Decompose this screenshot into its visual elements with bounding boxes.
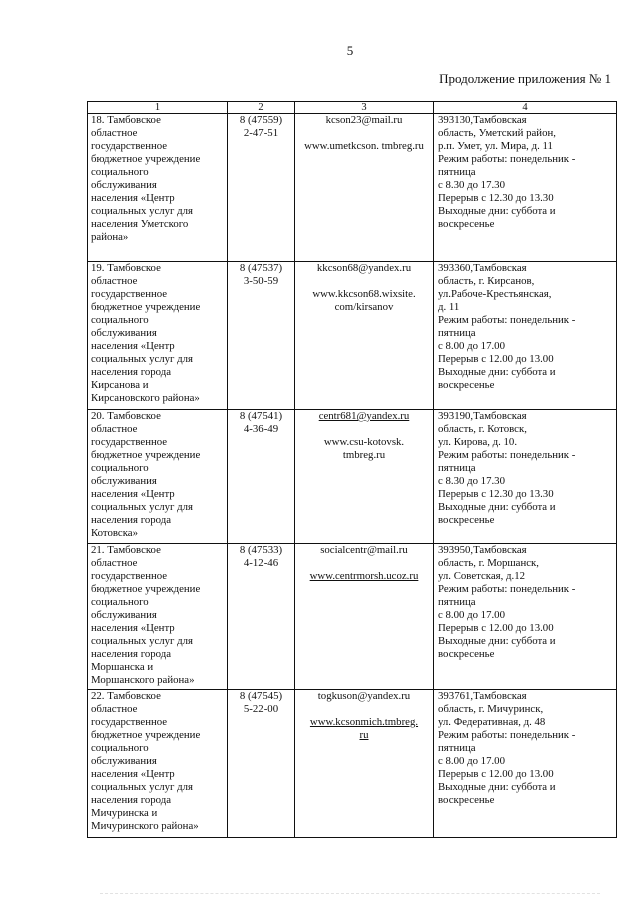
institution-name-line: бюджетное учреждение (91, 729, 201, 741)
contacts-cell (295, 114, 434, 262)
institution-name-line: населения «Центр (91, 622, 175, 634)
website-link[interactable] (296, 140, 432, 153)
institution-name-line: социального (91, 596, 149, 608)
address-schedule-cell (434, 410, 617, 544)
website-link[interactable] (296, 716, 432, 742)
address-line: ул. Кирова, д. 10. (438, 436, 518, 448)
institution-name-cell (88, 544, 228, 690)
email-link[interactable]: togkuson@yandex.ru (317, 690, 411, 702)
table-row (88, 690, 617, 838)
address-line: 393360,Тамбовская (438, 262, 527, 274)
address-line: Режим работы: понедельник - (438, 729, 576, 741)
institution-name-line: 20. Тамбовское (91, 410, 161, 422)
address-line: область, г. Кирсанов, (438, 275, 535, 287)
address-line: Выходные дни: суббота и (438, 635, 556, 647)
table-row (88, 544, 617, 690)
address-line: Режим работы: понедельник - (438, 449, 576, 461)
institution-name-line: Котовска» (91, 527, 138, 539)
phone-cell (228, 114, 295, 262)
institution-name-cell (88, 262, 228, 410)
address-line: Выходные дни: суббота и (438, 501, 556, 513)
institution-name-line: социальных услуг для (91, 781, 194, 793)
phone-cell (228, 544, 295, 690)
page-number: 5 (346, 43, 354, 58)
address-line: 393130,Тамбовская (438, 114, 527, 126)
institution-name-line: социального (91, 462, 149, 474)
institution-name-line: бюджетное учреждение (91, 153, 201, 165)
website-line: www.kcsonmich.tmbreg. (309, 716, 419, 728)
scan-edge-marks (100, 893, 600, 898)
address-line: область, Уметский район, (438, 127, 556, 139)
institution-name-line: Кирсанова и (91, 379, 149, 391)
institution-name-line: Моршанска и (91, 661, 154, 673)
institution-name-line: бюджетное учреждение (91, 301, 201, 313)
address-line: Перерыв с 12.00 до 13.00 (438, 622, 554, 634)
email-link[interactable]: kkcson68@yandex.ru (316, 262, 412, 274)
address-line: Перерыв с 12.00 до 13.00 (438, 353, 554, 365)
contacts-cell (295, 544, 434, 690)
address-line: с 8.00 до 17.00 (438, 340, 505, 352)
website-line: www.centrmorsh.ucoz.ru (309, 570, 419, 582)
institution-name-line: населения города (91, 366, 172, 378)
table-header-row (88, 102, 617, 114)
website-line: www.umetkcson. tmbreg.ru (304, 140, 424, 152)
institution-name-line: обслуживания (91, 179, 157, 191)
institution-name-cell (88, 690, 228, 838)
phone-line: 3-50-59 (243, 275, 279, 287)
institution-name-cell (88, 114, 228, 262)
address-line: воскресенье (438, 794, 495, 806)
institution-name-line: обслуживания (91, 609, 157, 621)
contacts-cell (295, 262, 434, 410)
address-line: область, г. Котовск, (438, 423, 527, 435)
institution-name-line: социальных услуг для (91, 353, 194, 365)
institution-name-line: населения Уметского (91, 218, 189, 230)
column-header-4: 4 (434, 102, 617, 114)
institution-name-line: 22. Тамбовское (91, 690, 161, 702)
website-link[interactable] (296, 288, 432, 314)
phone-cell (228, 262, 295, 410)
phone-line: 8 (47559) (239, 114, 283, 126)
institution-name-line: государственное (91, 570, 168, 582)
institution-name-line: областное (91, 423, 138, 435)
address-schedule-cell (434, 690, 617, 838)
institution-name-line: 18. Тамбовское (91, 114, 161, 126)
institution-name-line: областное (91, 703, 138, 715)
institution-name-line: социальных услуг для (91, 205, 194, 217)
address-line: Перерыв с 12.30 до 13.30 (438, 192, 554, 204)
phone-cell (228, 410, 295, 544)
institution-name-line: района» (91, 231, 129, 243)
institution-name-line: населения «Центр (91, 340, 175, 352)
institution-name-line: социальных услуг для (91, 635, 194, 647)
address-line: ул.Рабоче-Крестьянская, (438, 288, 552, 300)
website-line: www.kkcson68.wixsite. (312, 288, 416, 300)
address-line: ул. Советская, д.12 (438, 570, 526, 582)
address-line: Режим работы: понедельник - (438, 314, 576, 326)
address-line: область, г. Моршанск, (438, 557, 539, 569)
table-row (88, 410, 617, 544)
contacts-cell (295, 410, 434, 544)
institution-name-line: Моршанского района» (91, 674, 195, 686)
address-line: пятница (438, 462, 476, 474)
institution-name-line: областное (91, 127, 138, 139)
column-header-3: 3 (295, 102, 434, 114)
institution-name-line: населения города (91, 514, 172, 526)
phone-line: 5-22-00 (243, 703, 279, 715)
institution-name-line: населения города (91, 648, 172, 660)
website-link[interactable] (296, 570, 432, 583)
phone-line: 8 (47537) (239, 262, 283, 274)
website-line: com/kirsanov (334, 301, 394, 313)
phone-line: 4-36-49 (243, 423, 279, 435)
institution-name-line: обслуживания (91, 327, 157, 339)
address-line: воскресенье (438, 218, 495, 230)
address-line: пятница (438, 166, 476, 178)
phone-line: 8 (47545) (239, 690, 283, 702)
institution-name-line: областное (91, 557, 138, 569)
institution-name-line: государственное (91, 716, 168, 728)
address-line: Режим работы: понедельник - (438, 583, 576, 595)
address-line: с 8.30 до 17.30 (438, 179, 505, 191)
phone-line: 4-12-46 (243, 557, 279, 569)
address-line: воскресенье (438, 379, 495, 391)
phone-line: 8 (47541) (239, 410, 283, 422)
phone-line: 2-47-51 (243, 127, 279, 139)
address-line: ул. Федеративная, д. 48 (438, 716, 546, 728)
appendix-continuation-note: Продолжение приложения № 1 (439, 71, 611, 86)
address-schedule-cell (434, 114, 617, 262)
institution-name-line: государственное (91, 288, 168, 300)
website-link[interactable] (296, 436, 432, 462)
email-link[interactable]: centr681@yandex.ru (318, 410, 410, 422)
institution-name-line: социального (91, 742, 149, 754)
institution-name-line: населения «Центр (91, 192, 175, 204)
column-header-2: 2 (228, 102, 295, 114)
address-line: Выходные дни: суббота и (438, 205, 556, 217)
institution-name-line: бюджетное учреждение (91, 583, 201, 595)
institutions-table (87, 101, 617, 838)
institution-name-line: Кирсановского района» (91, 392, 200, 404)
institution-name-line: областное (91, 275, 138, 287)
address-line: с 8.30 до 17.30 (438, 475, 505, 487)
institution-name-line: государственное (91, 140, 168, 152)
website-line: www.csu-kotovsk. (323, 436, 405, 448)
address-line: д. 11 (438, 301, 460, 313)
address-line: область, г. Мичуринск, (438, 703, 544, 715)
address-line: р.п. Умет, ул. Мира, д. 11 (438, 140, 553, 152)
institution-name-line: социальных услуг для (91, 501, 194, 513)
address-line: Перерыв с 12.00 до 13.00 (438, 768, 554, 780)
institution-name-line: обслуживания (91, 475, 157, 487)
address-schedule-cell (434, 262, 617, 410)
email-link[interactable]: socialcentr@mail.ru (320, 544, 408, 556)
institution-name-line: 21. Тамбовское (91, 544, 161, 556)
website-line: tmbreg.ru (342, 449, 386, 461)
address-line: Режим работы: понедельник - (438, 153, 576, 165)
institution-name-line: Мичуринска и (91, 807, 158, 819)
address-line: пятница (438, 327, 476, 339)
institution-name-line: социального (91, 166, 149, 178)
website-line: ru (359, 729, 369, 741)
institution-name-line: государственное (91, 436, 168, 448)
address-line: 393950,Тамбовская (438, 544, 527, 556)
institution-name-line: социального (91, 314, 149, 326)
address-line: воскресенье (438, 514, 495, 526)
address-line: с 8.00 до 17.00 (438, 609, 505, 621)
address-line: пятница (438, 596, 476, 608)
address-line: 393761,Тамбовская (438, 690, 527, 702)
address-line: с 8.00 до 17.00 (438, 755, 505, 767)
address-line: Выходные дни: суббота и (438, 366, 556, 378)
address-line: воскресенье (438, 648, 495, 660)
institution-name-line: населения «Центр (91, 768, 175, 780)
table-body (88, 114, 617, 838)
institution-name-line: бюджетное учреждение (91, 449, 201, 461)
institution-name-line: 19. Тамбовское (91, 262, 161, 274)
institution-name-cell (88, 410, 228, 544)
address-line: Выходные дни: суббота и (438, 781, 556, 793)
address-line: 393190,Тамбовская (438, 410, 527, 422)
institution-name-line: обслуживания (91, 755, 157, 767)
table-row (88, 262, 617, 410)
address-schedule-cell (434, 544, 617, 690)
contacts-cell (295, 690, 434, 838)
address-line: Перерыв с 12.30 до 13.30 (438, 488, 554, 500)
column-header-1: 1 (88, 102, 228, 114)
institution-name-line: населения города (91, 794, 172, 806)
address-line: пятница (438, 742, 476, 754)
email-link[interactable]: kcson23@mail.ru (325, 114, 403, 126)
institution-name-line: Мичуринского района» (91, 820, 199, 832)
phone-cell (228, 690, 295, 838)
table-row (88, 114, 617, 262)
institution-name-line: населения «Центр (91, 488, 175, 500)
phone-line: 8 (47533) (239, 544, 283, 556)
